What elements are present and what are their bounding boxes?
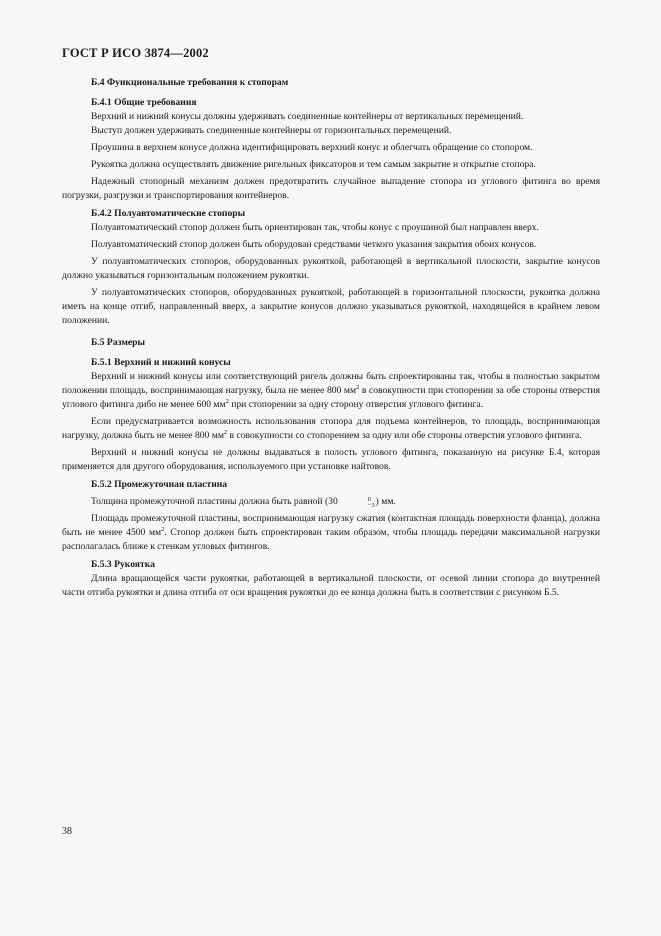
paragraph: Верхний и нижний конусы должны удерживать соединенные контейнеры от вертикальных перемещений. (91, 111, 524, 122)
paragraph (62, 415, 600, 443)
document-body (62, 76, 600, 600)
text-run: Верхний и нижний конусы или соответствующий ригель должны быть спроектированы так, чтобы в полностью закрытом положении площадь, воспринимающая нагрузку, была не менее 800 мм (62, 371, 600, 396)
superscript: 2 (356, 384, 360, 391)
paragraph: Полуавтоматический стопор должен быть оборудован средствами четкого указания закрытия обоих конусов. (91, 239, 537, 250)
paragraph: Выступ должен удерживать соединенные контейнеры от горизонтальных перемещений. (91, 125, 452, 136)
subsection-heading-b41: Б.4.1 Общие требования (91, 97, 197, 108)
paragraph: Длина вращающейся части рукоятки, работающей в вертикальной плоскости, от осевой линии стопора до внутренней части отгиба рукоятки и длина отгиба от оси вращения рукоятки до ее конца должна быть в соответствии с рисунком Б.5. (62, 573, 600, 598)
text-run: Площадь промежуточной пластины, воспринимающая нагрузку сжатия (контактная площадь поверхности фланца), должна быть не менее 4500 мм (62, 513, 600, 538)
paragraph: У полуавтоматических стопоров, оборудованных рукояткой, работающей в вертикальной плоскости, закрытие конусов должно указываться горизонтальным положением рукоятки. (62, 256, 600, 281)
tolerance-lower: −3 (367, 502, 375, 509)
text-run: при стопорении за одну сторону отверстия углового фитинга. (228, 399, 483, 410)
subsection-heading-b51: Б.5.1 Верхний и нижний конусы (91, 357, 231, 368)
paragraph: Полуавтоматический стопор должен быть ориентирован так, чтобы конус с проушиной был направлен вверх. (91, 222, 539, 233)
superscript: 2 (161, 526, 165, 533)
document-header: ГОСТ Р ИСО 3874—2002 (62, 46, 209, 60)
superscript: 2 (225, 398, 229, 405)
page-number: 38 (62, 826, 72, 837)
superscript: 2 (223, 429, 228, 436)
text-run: Если предусматривается возможность использования стопора для подъема контейнеров, то площадь, воспринимающая нагрузку, должна быть не менее 800 мм (62, 416, 600, 441)
text-run: в совокупности при стопорении за обе стороны отверстия углового фитинга дибо не менее 600 мм (62, 385, 600, 410)
text-run: в совокупности со стопорением за одну или обе стороны отверстия углового фитинга. (227, 430, 582, 441)
subsection-heading-b53: Б.5.3 Рукоятка (91, 559, 155, 570)
paragraph: Проушина в верхнем конусе должна идентифицировать верхний конус и облегчать обращение со стопором. (91, 142, 533, 153)
text-run: . Стопор должен быть спроектирован таким образом, чтобы площадь передачи максимальной нагрузки располагалась ближе к стенкам угловых фитингов. (62, 527, 600, 552)
section-heading-b5: Б.5 Размеры (91, 337, 145, 348)
text-run: ) мм. (375, 496, 396, 507)
paragraph (62, 512, 600, 554)
paragraph (62, 370, 600, 412)
paragraph: У полуавтоматических стопоров, оборудованных рукояткой, работающей в горизонтальной плоскости, рукоятка должна иметь на конце отгиб, направленный вверх, а закрытие конусов должно указываться рукояткой, находящейся в крайнем левом положении. (62, 287, 600, 326)
tolerance-upper: 0 (367, 496, 371, 503)
subsection-heading-b52: Б.5.2 Промежуточная пластина (91, 479, 228, 490)
paragraph: Верхний и нижний конусы не должны выдаваться в полость углового фитинга, показанную на рисунке Б.4, которая применяется для другого оборудования, используемого при установке найтовов. (62, 447, 600, 472)
paragraph (62, 495, 600, 509)
paragraph: Рукоятка должна осуществлять движение ригельных фиксаторов и тем самым закрытие и открытие стопора. (91, 159, 536, 170)
paragraph: Надежный стопорный механизм должен предотвратить случайное выпадение стопора из углового фитинга во время погрузки, разгрузки и транспортирования контейнеров. (62, 176, 600, 201)
text-run: Толщина промежуточной пластины должна быть равной (30 (91, 496, 338, 507)
section-heading-b4: Б.4 Функциональные требования к стопорам (91, 77, 289, 88)
subsection-heading-b42: Б.4.2 Полуавтоматические стопоры (91, 208, 246, 219)
tolerance (339, 497, 375, 509)
